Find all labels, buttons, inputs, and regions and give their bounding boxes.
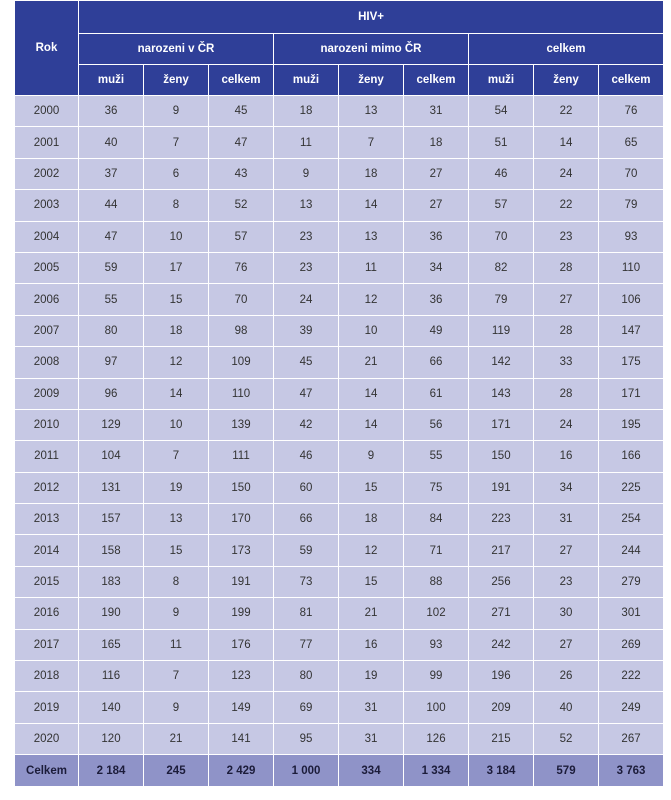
table-cell: 13 [144,504,209,535]
table-cell: 199 [209,598,274,629]
table-cell: 57 [469,190,534,221]
table-cell: 10 [339,315,404,346]
table-cell: 18 [144,315,209,346]
header-subcol: celkem [599,65,664,96]
table-cell: 13 [274,190,339,221]
table-cell: 110 [209,378,274,409]
table-cell: 9 [339,441,404,472]
row-year: 2014 [15,535,79,566]
table-row [15,252,664,283]
table-cell: 24 [534,409,599,440]
table-cell: 28 [534,315,599,346]
table-cell: 23 [274,221,339,252]
table-cell: 7 [144,441,209,472]
table-cell: 254 [599,504,664,535]
table-cell: 23 [534,221,599,252]
table-cell: 23 [534,566,599,597]
table-cell: 244 [599,535,664,566]
table-cell: 9 [144,598,209,629]
table-row [15,158,664,189]
row-year: 2011 [15,441,79,472]
table-header [15,1,664,96]
table-cell: 88 [404,566,469,597]
table-cell: 100 [404,692,469,723]
table-cell: 104 [79,441,144,472]
table-row [15,96,664,127]
table-cell: 42 [274,409,339,440]
table-cell: 126 [404,723,469,754]
table-cell: 215 [469,723,534,754]
table-cell: 242 [469,629,534,660]
table-cell: 76 [599,96,664,127]
table-cell: 70 [599,158,664,189]
table-cell: 191 [469,472,534,503]
table-cell: 77 [274,629,339,660]
row-year: 2012 [15,472,79,503]
table-cell: 131 [79,472,144,503]
table-cell: 57 [209,221,274,252]
table-cell: 54 [469,96,534,127]
total-cell: 1 334 [404,755,469,787]
table-cell: 110 [599,252,664,283]
table-cell: 61 [404,378,469,409]
row-year: 2001 [15,127,79,158]
table-row [15,190,664,221]
table-cell: 14 [339,190,404,221]
table-cell: 26 [534,661,599,692]
table-cell: 119 [469,315,534,346]
table-cell: 31 [404,96,469,127]
table-cell: 46 [274,441,339,472]
header-subcol: muži [79,65,144,96]
table-cell: 34 [404,252,469,283]
table-cell: 209 [469,692,534,723]
table-row [15,284,664,315]
row-year: 2003 [15,190,79,221]
table-cell: 70 [209,284,274,315]
table-cell: 120 [79,723,144,754]
table-row [15,315,664,346]
row-year: 2018 [15,661,79,692]
table-cell: 95 [274,723,339,754]
table-cell: 149 [209,692,274,723]
table-cell: 12 [339,535,404,566]
table-cell: 27 [534,629,599,660]
row-year: 2000 [15,96,79,127]
table-cell: 27 [404,190,469,221]
row-year: 2016 [15,598,79,629]
header-subcol: celkem [209,65,274,96]
table-cell: 269 [599,629,664,660]
table-cell: 47 [274,378,339,409]
row-year: 2005 [15,252,79,283]
total-row [15,755,664,787]
header-group-born-outside-cr: narozeni mimo ČR [274,34,469,65]
table-cell: 28 [534,378,599,409]
table-body [15,96,664,755]
table-cell: 59 [79,252,144,283]
table-cell: 40 [79,127,144,158]
table-cell: 158 [79,535,144,566]
table-cell: 141 [209,723,274,754]
table-cell: 75 [404,472,469,503]
table-cell: 55 [404,441,469,472]
table-cell: 7 [144,661,209,692]
table-cell: 157 [79,504,144,535]
total-cell: 2 429 [209,755,274,787]
table-row [15,127,664,158]
table-cell: 60 [274,472,339,503]
table-cell: 19 [144,472,209,503]
table-cell: 165 [79,629,144,660]
table-cell: 80 [274,661,339,692]
table-cell: 191 [209,566,274,597]
table-cell: 301 [599,598,664,629]
table-cell: 9 [144,692,209,723]
row-year: 2010 [15,409,79,440]
table-row [15,221,664,252]
total-cell: 3 763 [599,755,664,787]
table-cell: 49 [404,315,469,346]
header-group-total: celkem [469,34,664,65]
table-cell: 52 [209,190,274,221]
table-cell: 123 [209,661,274,692]
table-cell: 14 [144,378,209,409]
table-cell: 139 [209,409,274,440]
row-year: 2006 [15,284,79,315]
table-row [15,441,664,472]
table-cell: 16 [339,629,404,660]
table-row [15,535,664,566]
table-cell: 45 [274,347,339,378]
table-row [15,566,664,597]
table-cell: 55 [79,284,144,315]
table-cell: 24 [534,158,599,189]
table-cell: 143 [469,378,534,409]
table-cell: 43 [209,158,274,189]
table-cell: 70 [469,221,534,252]
table-cell: 73 [274,566,339,597]
row-year: 2017 [15,629,79,660]
table-cell: 39 [274,315,339,346]
table-cell: 22 [534,96,599,127]
header-hiv: HIV+ [79,1,664,34]
table-cell: 93 [599,221,664,252]
table-cell: 8 [144,190,209,221]
table-cell: 81 [274,598,339,629]
table-cell: 36 [404,221,469,252]
table-cell: 12 [144,347,209,378]
table-cell: 140 [79,692,144,723]
table-cell: 34 [534,472,599,503]
table-cell: 190 [79,598,144,629]
table-cell: 183 [79,566,144,597]
header-subcol: celkem [404,65,469,96]
table-row [15,723,664,754]
table-cell: 18 [339,158,404,189]
table-row [15,378,664,409]
table-cell: 18 [404,127,469,158]
table-cell: 15 [339,472,404,503]
total-label: Celkem [15,755,79,787]
header-subcol: ženy [534,65,599,96]
table-cell: 15 [339,566,404,597]
table-cell: 80 [79,315,144,346]
table-cell: 18 [339,504,404,535]
table-cell: 8 [144,566,209,597]
header-subcol: muži [469,65,534,96]
table-cell: 40 [534,692,599,723]
table-cell: 46 [469,158,534,189]
table-cell: 99 [404,661,469,692]
table-cell: 18 [274,96,339,127]
table-cell: 59 [274,535,339,566]
row-year: 2007 [15,315,79,346]
table-cell: 176 [209,629,274,660]
table-row [15,598,664,629]
table-cell: 21 [339,347,404,378]
table-cell: 97 [79,347,144,378]
header-subcol: ženy [339,65,404,96]
table-cell: 14 [339,378,404,409]
table-cell: 271 [469,598,534,629]
table-row [15,661,664,692]
row-year: 2020 [15,723,79,754]
row-year: 2019 [15,692,79,723]
table-cell: 82 [469,252,534,283]
table-cell: 36 [79,96,144,127]
table-cell: 84 [404,504,469,535]
table-cell: 14 [534,127,599,158]
table-cell: 93 [404,629,469,660]
table-cell: 249 [599,692,664,723]
table-cell: 142 [469,347,534,378]
table-cell: 7 [339,127,404,158]
table-cell: 173 [209,535,274,566]
table-cell: 66 [274,504,339,535]
table-cell: 71 [404,535,469,566]
table-row [15,409,664,440]
table-cell: 166 [599,441,664,472]
table-cell: 7 [144,127,209,158]
table-cell: 12 [339,284,404,315]
table-cell: 28 [534,252,599,283]
table-cell: 196 [469,661,534,692]
table-cell: 21 [144,723,209,754]
table-cell: 9 [274,158,339,189]
table-cell: 222 [599,661,664,692]
table-cell: 56 [404,409,469,440]
table-cell: 147 [599,315,664,346]
table-cell: 11 [144,629,209,660]
table-cell: 15 [144,284,209,315]
table-cell: 47 [79,221,144,252]
table-cell: 150 [469,441,534,472]
table-cell: 23 [274,252,339,283]
table-cell: 279 [599,566,664,597]
table-cell: 6 [144,158,209,189]
row-year: 2009 [15,378,79,409]
table-cell: 170 [209,504,274,535]
header-group-born-cr: narozeni v ČR [79,34,274,65]
total-cell: 579 [534,755,599,787]
table-cell: 256 [469,566,534,597]
table-cell: 9 [144,96,209,127]
table-cell: 96 [79,378,144,409]
total-cell: 245 [144,755,209,787]
table-cell: 69 [274,692,339,723]
table-cell: 31 [339,692,404,723]
table-cell: 150 [209,472,274,503]
table-cell: 223 [469,504,534,535]
table-cell: 10 [144,221,209,252]
total-cell: 3 184 [469,755,534,787]
hiv-table [14,0,664,787]
total-cell: 334 [339,755,404,787]
row-year: 2008 [15,347,79,378]
table-cell: 14 [339,409,404,440]
table-row [15,347,664,378]
row-year: 2004 [15,221,79,252]
table-cell: 31 [534,504,599,535]
table-cell: 171 [599,378,664,409]
table-cell: 65 [599,127,664,158]
table-cell: 36 [404,284,469,315]
table-cell: 76 [209,252,274,283]
table-cell: 171 [469,409,534,440]
table-cell: 22 [534,190,599,221]
table-cell: 27 [534,535,599,566]
table-cell: 19 [339,661,404,692]
table-cell: 37 [79,158,144,189]
table-row [15,692,664,723]
table-cell: 45 [209,96,274,127]
table-cell: 21 [339,598,404,629]
table-cell: 33 [534,347,599,378]
row-year: 2002 [15,158,79,189]
table-row [15,504,664,535]
table-cell: 27 [534,284,599,315]
table-cell: 44 [79,190,144,221]
table-cell: 111 [209,441,274,472]
table-cell: 13 [339,221,404,252]
table-cell: 11 [274,127,339,158]
table-cell: 106 [599,284,664,315]
table-cell: 47 [209,127,274,158]
header-rok: Rok [15,1,79,96]
table-cell: 17 [144,252,209,283]
table-cell: 175 [599,347,664,378]
table-cell: 79 [469,284,534,315]
table-cell: 195 [599,409,664,440]
table-cell: 15 [144,535,209,566]
table-cell: 129 [79,409,144,440]
row-year: 2015 [15,566,79,597]
total-cell: 2 184 [79,755,144,787]
row-year: 2013 [15,504,79,535]
table-cell: 27 [404,158,469,189]
header-subcol: muži [274,65,339,96]
table-cell: 225 [599,472,664,503]
table-cell: 102 [404,598,469,629]
table-footer [15,755,664,787]
table-row [15,472,664,503]
table-cell: 10 [144,409,209,440]
table-cell: 24 [274,284,339,315]
table-cell: 66 [404,347,469,378]
header-subcol: ženy [144,65,209,96]
table-row [15,629,664,660]
table-cell: 31 [339,723,404,754]
table-cell: 51 [469,127,534,158]
table-cell: 267 [599,723,664,754]
table-cell: 109 [209,347,274,378]
table-cell: 52 [534,723,599,754]
table-cell: 30 [534,598,599,629]
table-cell: 98 [209,315,274,346]
table-cell: 11 [339,252,404,283]
table-cell: 217 [469,535,534,566]
table-cell: 16 [534,441,599,472]
table-cell: 79 [599,190,664,221]
total-cell: 1 000 [274,755,339,787]
table-cell: 116 [79,661,144,692]
table-cell: 13 [339,96,404,127]
